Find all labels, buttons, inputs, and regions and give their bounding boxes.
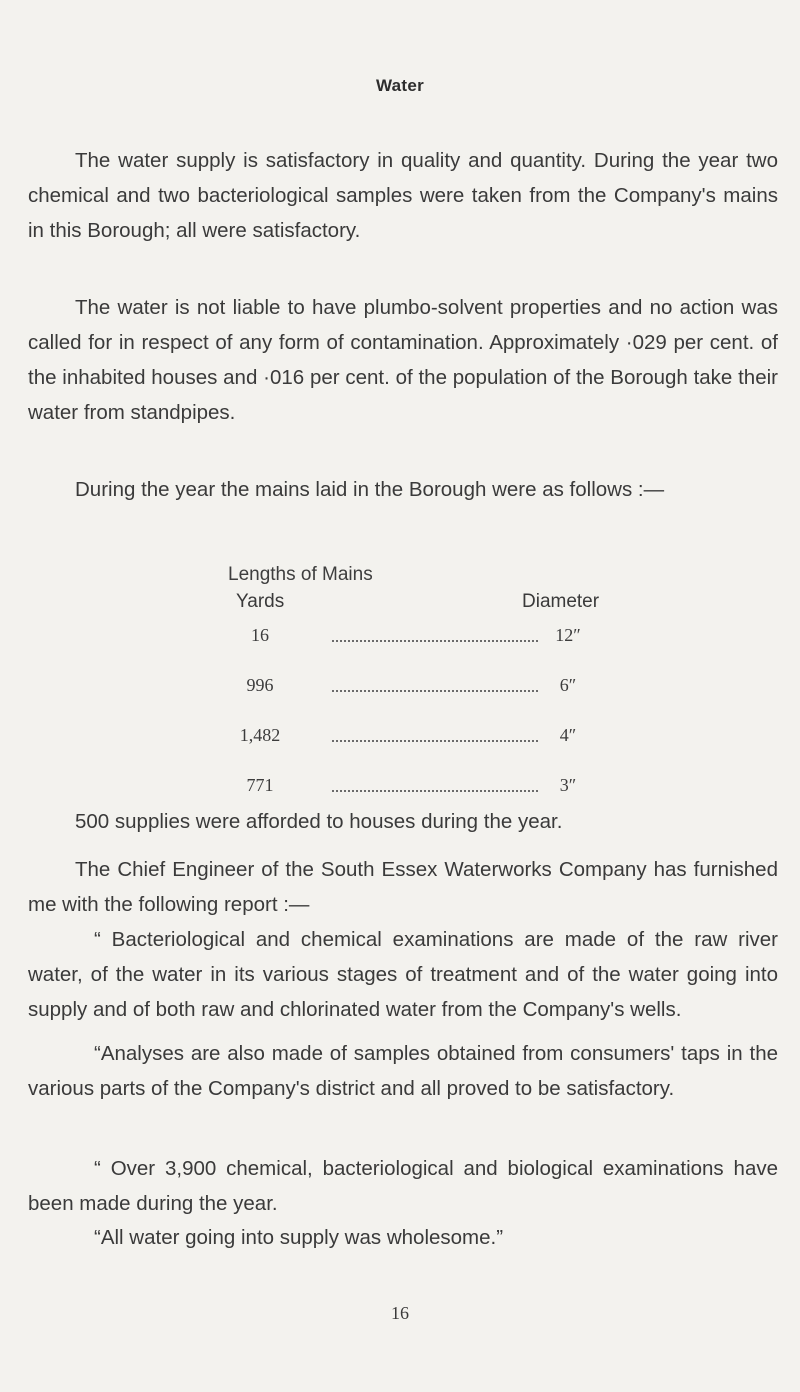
page-title: Water (375, 76, 425, 95)
mains-table-row (200, 625, 620, 649)
mains-yards-value: 996 (246, 675, 274, 695)
report-quote-over-3900: “ Over 3,900 chemical, bacteriological and biological examinations have been made during the year. (28, 1157, 778, 1215)
paragraph-supplies: 500 supplies were afforded to houses during the year. (75, 810, 563, 833)
paragraph-water-supply: The water supply is satisfactory in quality and quantity. During the year two chemical and two bacteriological samples were taken from the Company's mains in this Borough; all were satisfactory. (28, 149, 778, 242)
mains-table-header-yards: Yards (236, 591, 285, 612)
mains-table-header-diameter: Diameter (522, 591, 600, 612)
report-quote-examinations: “ Bacteriological and chemical examinations are made of the raw river water, of the water in its various stages of treatment and of the water going into supply and of both raw and chlorinated water from the Company's wells. (28, 928, 778, 1021)
mains-table-row (200, 675, 620, 699)
mains-diameter-value: 3″ (559, 775, 577, 795)
paragraph-mains-laid: During the year the mains laid in the Borough were as follows :— (75, 478, 665, 501)
mains-yards-value: 771 (246, 775, 274, 795)
mains-table-caption: Lengths of Mains (228, 564, 373, 585)
mains-yards-value: 1,482 (239, 725, 281, 745)
paragraph-plumbo-solvent: The water is not liable to have plumbo-solvent properties and no action was called for in respect of any form of contamination. Approximately ·029 per cent. of the inhabited houses and ·016 per cent. of the population of the Borough take their water from standpipes. (28, 296, 778, 424)
mains-table-row (200, 725, 620, 749)
mains-diameter-value: 4″ (559, 725, 577, 745)
dot-leader (332, 690, 538, 692)
dot-leader (332, 790, 538, 792)
dot-leader (332, 640, 538, 642)
page-number: 16 (391, 1303, 409, 1323)
report-quote-wholesome: “All water going into supply was wholesome.” (94, 1226, 504, 1249)
mains-table-row (200, 775, 620, 799)
mains-diameter-value: 6″ (559, 675, 577, 695)
paragraph-chief-engineer: The Chief Engineer of the South Essex Waterworks Company has furnished me with the following report :— (28, 858, 778, 916)
mains-diameter-value: 12″ (555, 625, 581, 645)
dot-leader (332, 740, 538, 742)
mains-yards-value: 16 (251, 625, 269, 645)
report-quote-analyses: “Analyses are also made of samples obtained from consumers' taps in the various parts of the Company's district and all proved to be satisfactory. (28, 1042, 778, 1100)
